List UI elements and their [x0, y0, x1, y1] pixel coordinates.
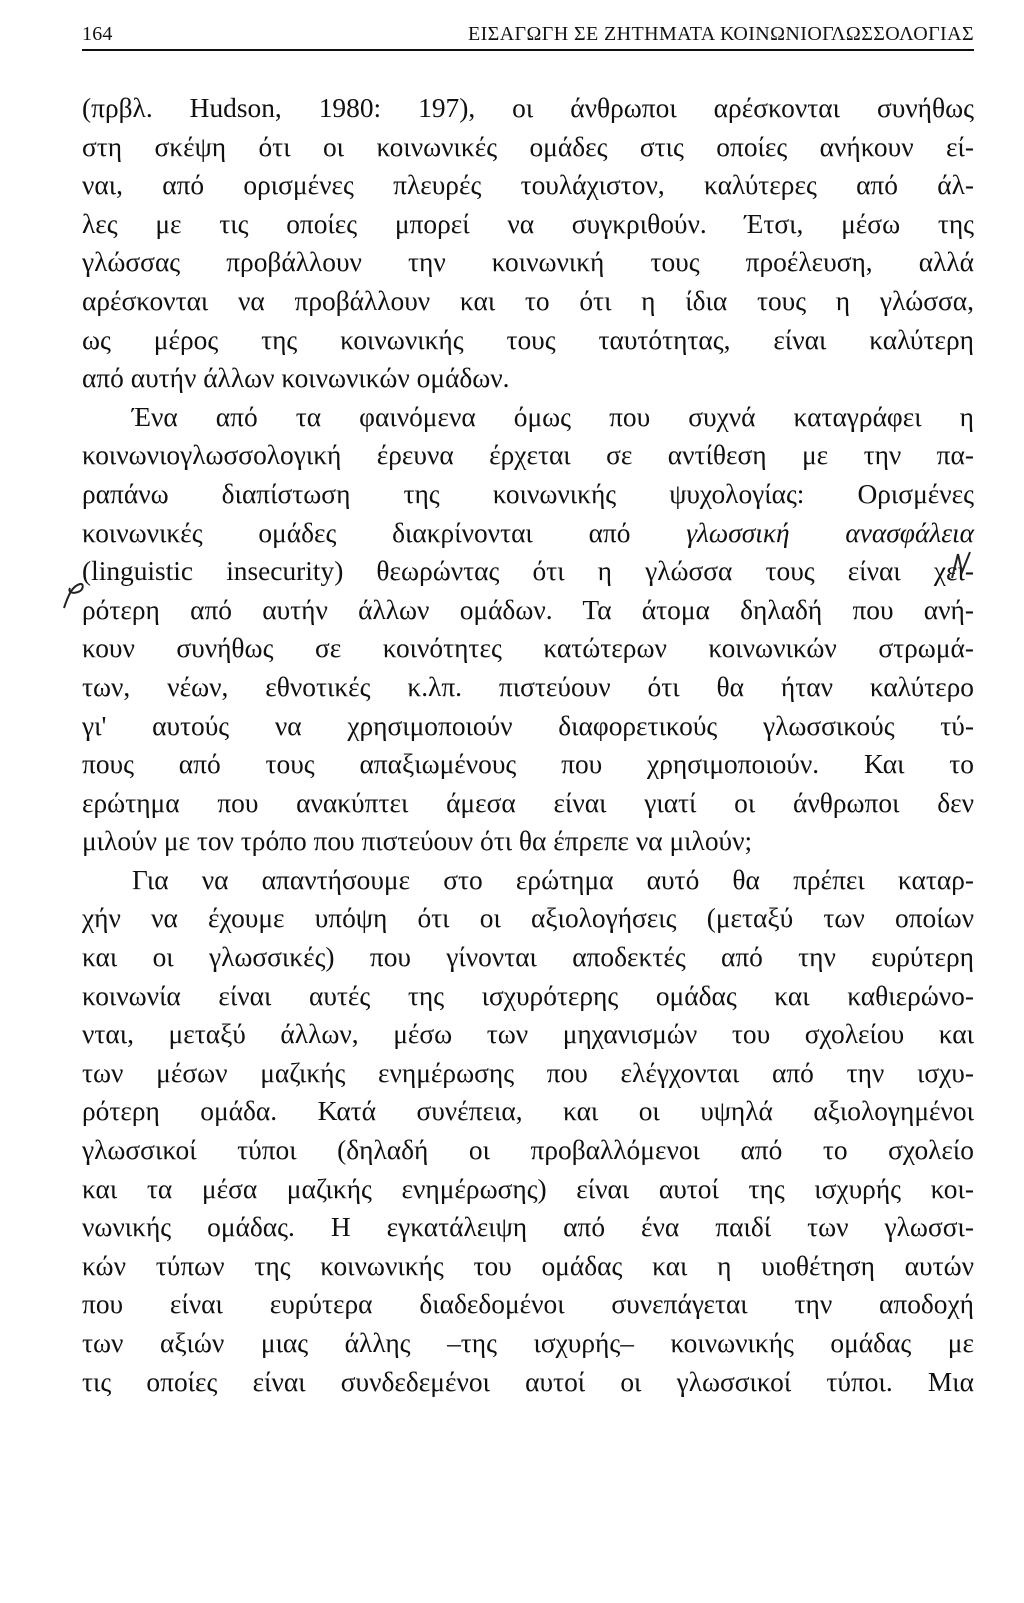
text-line-with-term [82, 514, 974, 553]
running-header [82, 22, 974, 51]
text-line: των, νέων, εθνοτικές κ.λπ. πιστεύουν ότι θα ήταν καλύτερο [82, 671, 974, 702]
running-title: ΕΙΣΑΓΩΓΗ ΣΕ ΖΗΤΗΜΑΤΑ ΚΟΙΝΩΝΙΟΓΛΩΣΣΟΛΟΓΙΑΣ [467, 23, 974, 45]
text-line: ρότερη από αυτήν άλλων ομάδων. Τα άτομα δηλαδή που ανή- [82, 594, 974, 625]
text-line: τις οποίες είναι συνδεδεμένοι αυτοί οι γλωσσικοί τύποι. Μια [82, 1366, 974, 1397]
text-line: γλώσσας προβάλλουν την κοινωνική τους προέλευση, αλλά [82, 247, 974, 278]
text-line: ναι, από ορισμένες πλευρές τουλάχιστον, καλύτερες από άλ- [82, 170, 974, 201]
text-line: και τα μέσα μαζικής ενημέρωσης) είναι αυτοί της ισχυρής κοι- [82, 1173, 974, 1204]
text-line: των αξιών μιας άλλης –της ισχυρής– κοινωνικής ομάδας με [82, 1328, 974, 1358]
italic-term: γλωσσική ανασφάλεια [686, 517, 974, 548]
text-line: ραπάνω διαπίστωση της κοινωνικής ψυχολογίας: Ορισμένες [82, 478, 974, 509]
text-line: κοινωνιογλωσσολογική έρευνα έρχεται σε αντίθεση με την πα- [82, 440, 974, 471]
text-line: (πρβλ. Hudson, 1980: 197), οι άνθρωποι αρέσκονται συνήθως [82, 93, 974, 123]
text-line: και οι γλωσσικές) που γίνονται αποδεκτές από την ευρύτερη [82, 942, 974, 973]
text-line: γι' αυτούς να χρησιμοποιούν διαφορετικούς γλωσσικούς τύ- [82, 710, 974, 741]
text-line: (linguistic insecurity) θεωρώντας ότι η γλώσσα τους είναι χει- [82, 556, 974, 587]
paragraph-1 [82, 89, 974, 398]
handwritten-annotation-mark [58, 578, 88, 614]
text-line: κών τύπων της κοινωνικής του ομάδας και η υιοθέτηση αυτών [82, 1250, 974, 1281]
text-line: στη σκέψη ότι οι κοινωνικές ομάδες στις οποίες ανήκουν εί- [82, 131, 974, 162]
text-line: ρότερη ομάδα. Κατά συνέπεια, και οι υψηλά αξιολογημένοι [82, 1096, 974, 1127]
text-line: κουν συνήθως σε κοινότητες κατώτερων κοινωνικών στρωμά- [82, 633, 974, 664]
text-line: από αυτήν άλλων κοινωνικών ομάδων. [82, 363, 510, 394]
text-line: λες με τις οποίες μπορεί να συγκριθούν. Έτσι, μέσω της [82, 208, 974, 239]
text-line: που είναι ευρύτερα διαδεδομένοι συνεπάγεται την αποδοχή [82, 1289, 974, 1320]
text-line: νται, μεταξύ άλλων, μέσω των μηχανισμών του σχολείου και [82, 1019, 974, 1050]
text-line: χήν να έχουμε υπόψη ότι οι αξιολογήσεις (μεταξύ των οποίων [82, 903, 974, 934]
page-number: 164 [82, 23, 113, 45]
body-text [82, 89, 974, 1401]
text-line: κοινωνία είναι αυτές της ισχυρότερης ομάδας και καθιερώνο- [82, 980, 974, 1011]
text-line: μιλούν με τον τρόπο που πιστεύουν ότι θα έπρεπε να μιλούν; [82, 826, 753, 857]
handwritten-annotation-mark [948, 548, 974, 582]
book-page [82, 22, 974, 1401]
text-line: νωνικής ομάδας. Η εγκατάλειψη από ένα παιδί των γλωσσι- [82, 1212, 974, 1243]
text-line: αρέσκονται να προβάλλουν και το ότι η ίδια τους η γλώσσα, [82, 285, 974, 316]
text-line: Για να απαντήσουμε στο ερώτημα αυτό θα πρέπει καταρ- [132, 864, 974, 895]
text-fragment: κοινωνικές ομάδες διακρίνονται από [82, 517, 631, 548]
text-line: Ένα από τα φαινόμενα όμως που συχνά καταγράφει η [132, 401, 974, 432]
paragraph-2 [82, 398, 974, 861]
text-line: ερώτημα που ανακύπτει άμεσα είναι γιατί οι άνθρωποι δεν [82, 787, 974, 818]
text-line: γλωσσικοί τύποι (δηλαδή οι προβαλλόμενοι από το σχολείο [82, 1135, 974, 1166]
paragraph-3 [82, 861, 974, 1401]
text-line: των μέσων μαζικής ενημέρωσης που ελέγχονται από την ισχυ- [82, 1057, 974, 1088]
text-line: ως μέρος της κοινωνικής τους ταυτότητας, είναι καλύτερη [82, 324, 974, 355]
text-line: πους από τους απαξιωμένους που χρησιμοποιούν. Και το [82, 749, 974, 780]
